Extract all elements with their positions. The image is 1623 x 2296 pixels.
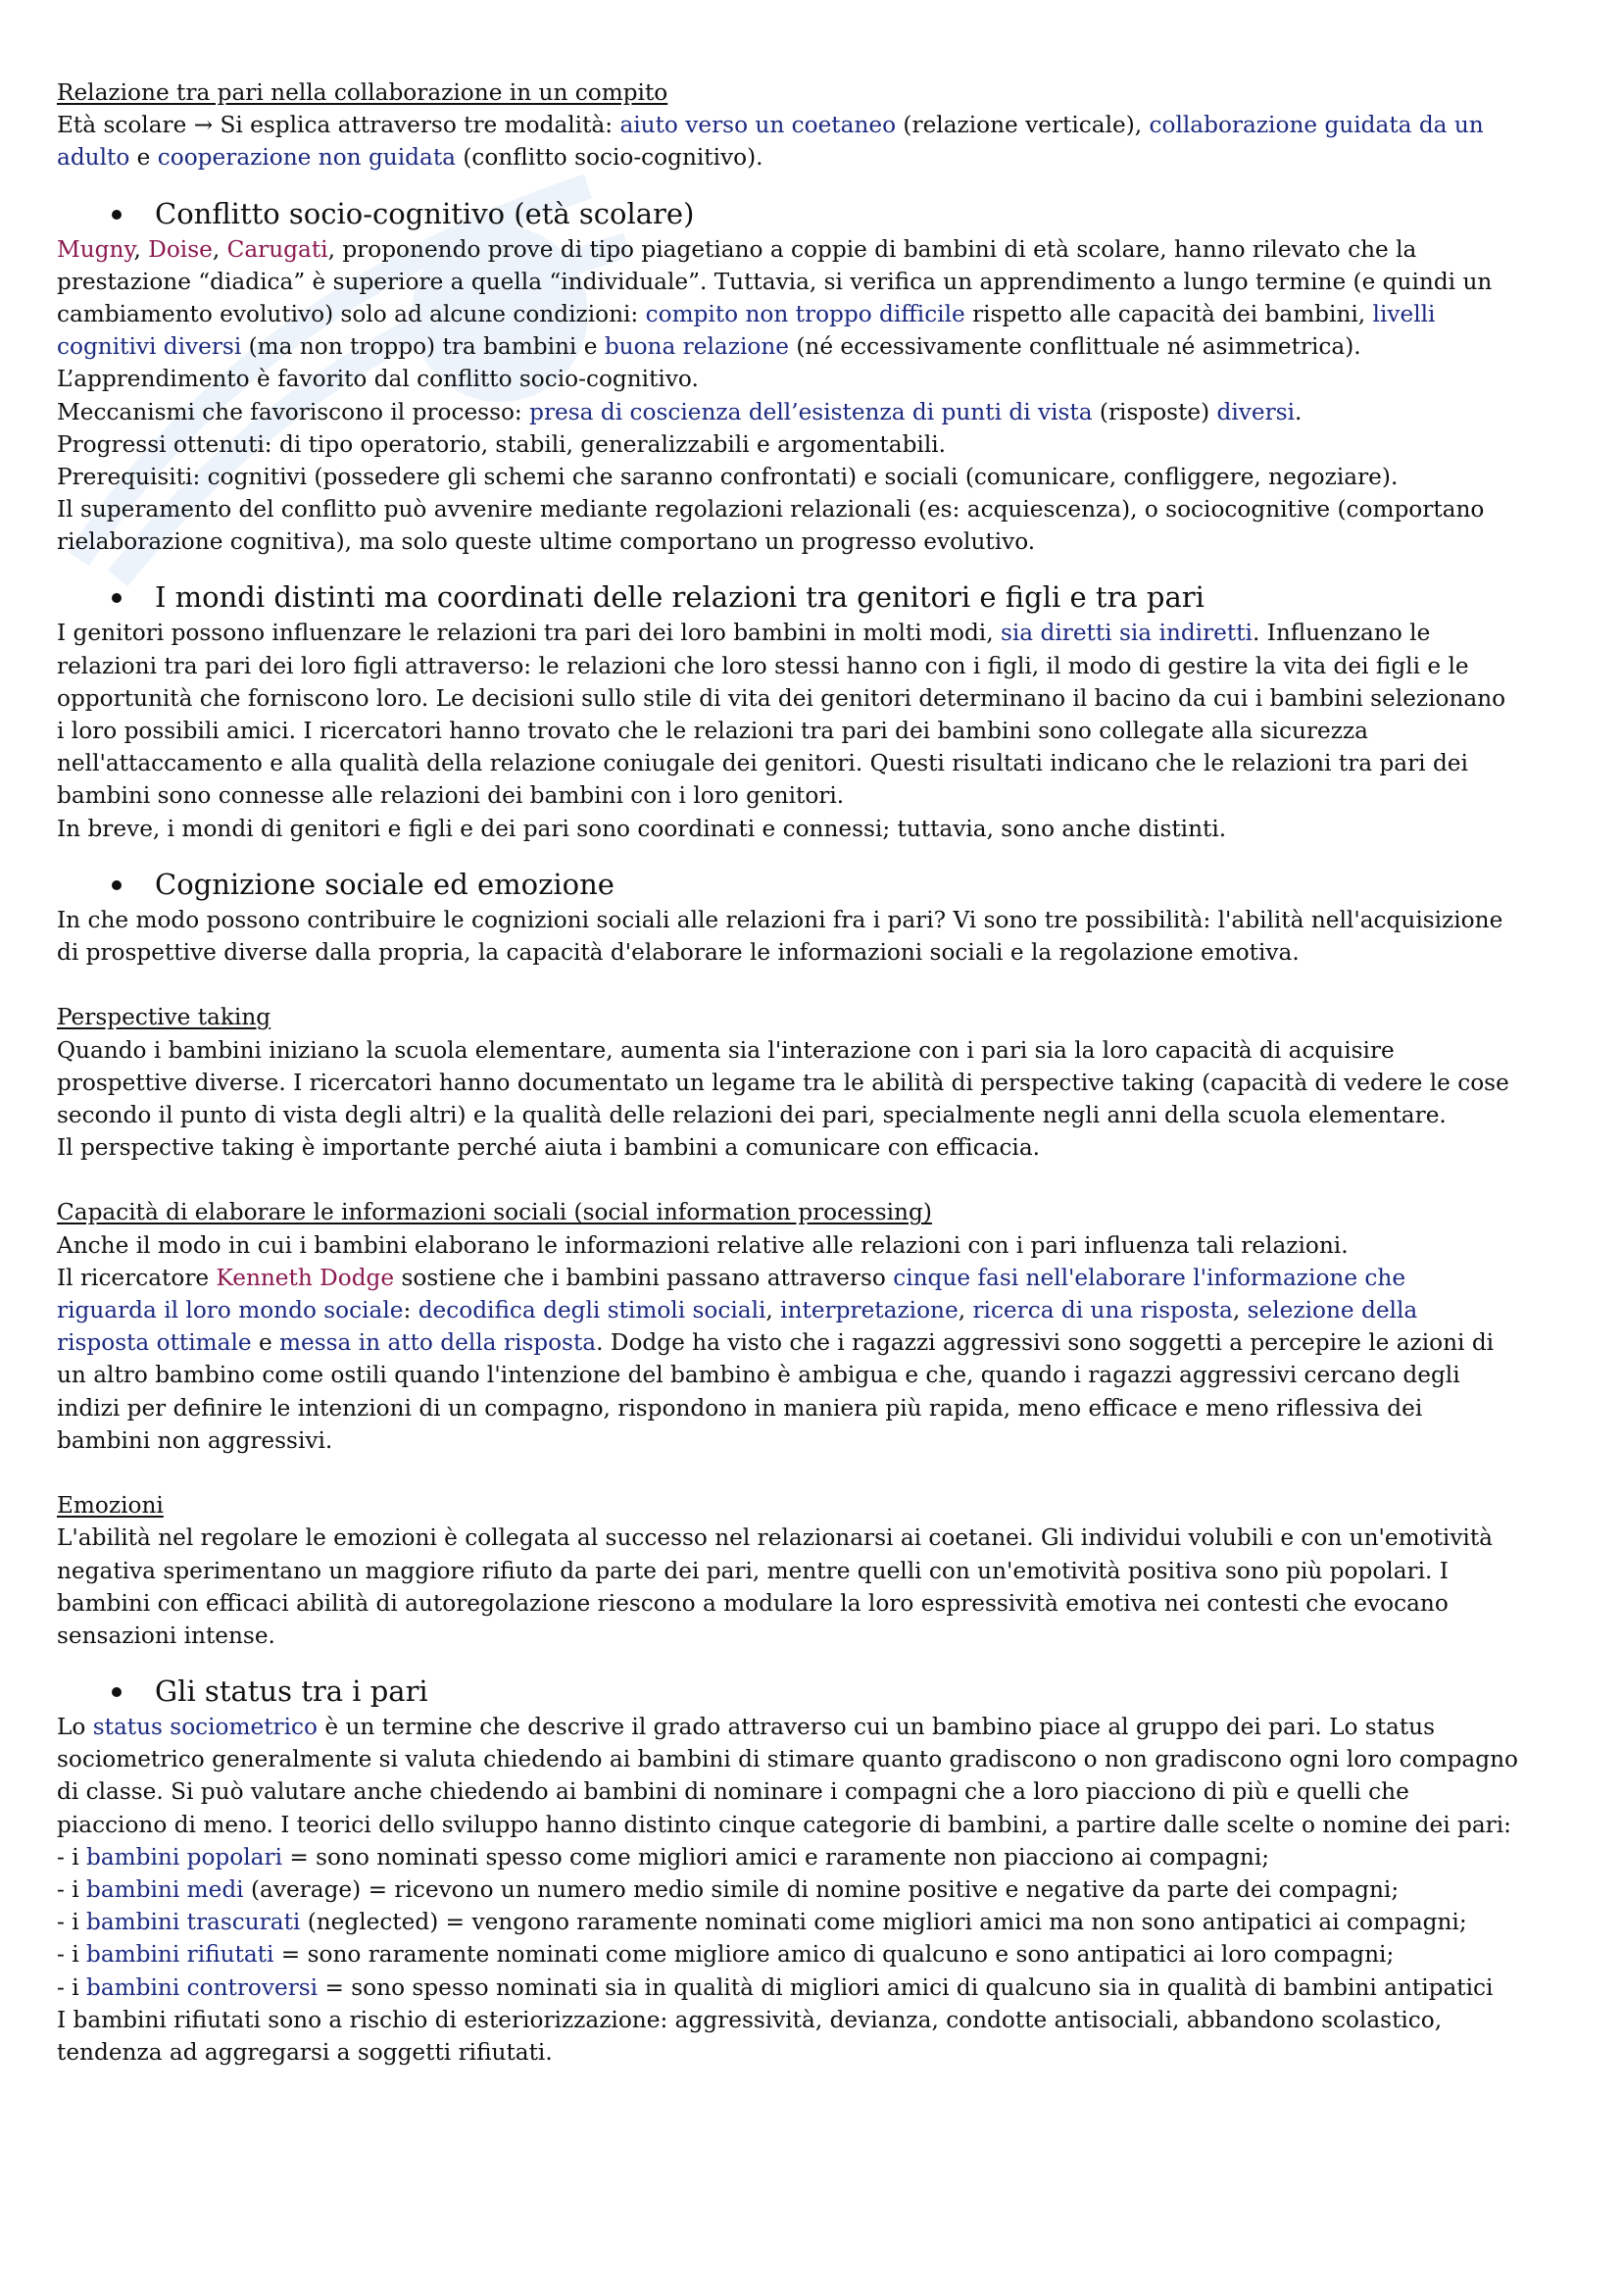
paragraph-line: bambini con efficaci abilità di autoregolazione riescono a modulare la loro espressività emotiva nei contesti che evocano: [57, 1589, 1449, 1617]
list-item: - i bambini medi (average) = ricevono un numero medio simile di nomine positive e negative da parte dei compagni;: [57, 1876, 1400, 1903]
paragraph-line: prospettive diverse. I ricercatori hanno documentato un legame tra le abilità di perspective taking (capacità di vedere le cose: [57, 1069, 1509, 1096]
paragraph-line: In breve, i mondi di genitori e figli e dei pari sono coordinati e connessi; tuttavia, sono anche distinti.: [57, 815, 1227, 842]
paragraph-line: negativa sperimentano un maggiore rifiuto da parte dei pari, mentre quelli con un'emotività positiva sono più popolari. I: [57, 1557, 1449, 1584]
paragraph-line: risposta ottimale e messa in atto della risposta. Dodge ha visto che i ragazzi aggressivi sono soggetti a percepire le azioni di: [57, 1329, 1495, 1357]
paragraph-line: adulto e cooperazione non guidata (conflitto socio-cognitivo).: [57, 144, 763, 172]
bullet-icon: [112, 210, 122, 220]
paragraph-line: sensazioni intense.: [57, 1622, 275, 1649]
bullet-heading-mondi: I mondi distinti ma coordinati delle relazioni tra genitori e figli e tra pari: [57, 577, 1623, 617]
paragraph-line: sociometrico generalmente si valuta chiedendo ai bambini di stimare quanto gradiscono o non gradiscono ogni loro compagno: [57, 1746, 1518, 1773]
section-title-social-info: Capacità di elaborare le informazioni sociali (social information processing): [57, 1199, 932, 1226]
paragraph-line: Il ricercatore Kenneth Dodge sostiene che i bambini passano attraverso cinque fasi nell'elaborare l'informazione che: [57, 1264, 1406, 1291]
paragraph-line: Meccanismi che favoriscono il processo: presa di coscienza dell’esistenza di punti di vista (risposte) diversi.: [57, 398, 1303, 425]
bullet-icon: [112, 593, 122, 603]
paragraph-line: tendenza ad aggregarsi a soggetti rifiutati.: [57, 2038, 553, 2066]
bullet-heading-status: Gli status tra i pari: [57, 1672, 1623, 1711]
paragraph-line: I genitori possono influenzare le relazioni tra pari dei loro bambini in molti modi, sia diretti sia indiretti. Influenzano le: [57, 620, 1431, 647]
paragraph-line: In che modo possono contribuire le cognizioni sociali alle relazioni fra i pari? Vi sono tre possibilità: l'abilità nell'acquisizione: [57, 906, 1503, 933]
bullet-icon: [112, 1687, 122, 1697]
paragraph-line: Il perspective taking è importante perché aiuta i bambini a comunicare con efficacia.: [57, 1134, 1041, 1162]
paragraph-line: indizi per definire le intenzioni di un compagno, rispondono in maniera più rapida, meno efficace e meno riflessiva dei: [57, 1394, 1423, 1422]
paragraph-line: relazioni tra pari dei loro figli attraverso: le relazioni che loro stessi hanno con i figli, il modo di gestire la vita dei figli e le: [57, 652, 1469, 679]
paragraph-line: bambini sono connesse alle relazioni dei bambini con i loro genitori.: [57, 782, 845, 810]
paragraph-line: Mugny, Doise, Carugati, proponendo prove di tipo piagetiano a coppie di bambini di età scolare, hanno rilevato che la: [57, 235, 1417, 263]
paragraph-line: L’apprendimento è favorito dal conflitto socio-cognitivo.: [57, 366, 699, 393]
paragraph-line: prestazione “diadica” è superiore a quella “individuale”. Tuttavia, si verifica un apprendimento a lungo termine (e quindi un: [57, 268, 1493, 295]
paragraph-line: Prerequisiti: cognitivi (possedere gli schemi che saranno confrontati) e sociali (comunicare, confliggere, negoziare).: [57, 463, 1399, 490]
paragraph-line: rielaborazione cognitiva), ma solo queste ultime comportano un progresso evolutivo.: [57, 528, 1036, 556]
paragraph-line: L'abilità nel regolare le emozioni è collegata al successo nel relazionarsi ai coetanei. Gli individui volubili e con un'emotività: [57, 1524, 1493, 1552]
section-title-perspective: Perspective taking: [57, 1004, 271, 1031]
paragraph-line: riguarda il loro mondo sociale: decodifica degli stimoli sociali, interpretazione, ricerca di una risposta, selezione della: [57, 1297, 1418, 1323]
paragraph-line: di prospettive diverse dalla propria, la capacità d'elaborare le informazioni sociali e la regolazione emotiva.: [57, 938, 1300, 966]
list-item: - i bambini trascurati (neglected) = vengono raramente nominati come migliori amici ma non sono antipatici ai compagni;: [57, 1909, 1467, 1936]
paragraph-line: cambiamento evolutivo) solo ad alcune condizioni: compito non troppo difficile rispetto alle capacità dei bambini, livelli: [57, 300, 1436, 327]
paragraph-line: secondo il punto di vista degli altri) e la qualità delle relazioni dei pari, specialmente negli anni della scuola elementare.: [57, 1101, 1447, 1128]
paragraph-line: cognitivi diversi (ma non troppo) tra bambini e buona relazione (né eccessivamente conflittuale né asimmetrica).: [57, 333, 1361, 361]
paragraph-line: piacciono di meno. I teorici dello sviluppo hanno distinto cinque categorie di bambini, a partire dalle scelte o nomine dei pari:: [57, 1811, 1511, 1838]
paragraph-line: Il superamento del conflitto può avvenire mediante regolazioni relazionali (es: acquiescenza), o sociocognitive (comportano: [57, 496, 1485, 524]
bullet-heading-cognizione: Cognizione sociale ed emozione: [57, 865, 1623, 904]
document-page: [57, 76, 1623, 2069]
list-item: - i bambini rifiutati = sono raramente nominati come migliore amico di qualcuno e sono antipatici ai loro compagni;: [57, 1941, 1395, 1969]
section-title-emozioni: Emozioni: [57, 1492, 164, 1520]
paragraph-line: Quando i bambini iniziano la scuola elementare, aumenta sia l'interazione con i pari sia la loro capacità di acquisire: [57, 1036, 1395, 1064]
paragraph-line: opportunità che forniscono loro. Le decisioni sullo stile di vita dei genitori determinano il bacino da cui i bambini selezionano: [57, 684, 1506, 712]
list-item: - i bambini popolari = sono nominati spesso come migliori amici e raramente non piacciono ai compagni;: [57, 1843, 1270, 1871]
paragraph-line: Anche il modo in cui i bambini elaborano le informazioni relative alle relazioni con i pari influenza tali relazioni.: [57, 1231, 1349, 1259]
paragraph-line: nell'attaccamento e alla qualità della relazione coniugale dei genitori. Questi risultati indicano che le relazioni tra pari dei: [57, 750, 1468, 777]
paragraph-line: bambini non aggressivi.: [57, 1426, 333, 1454]
paragraph-line: Lo status sociometrico è un termine che descrive il grado attraverso cui un bambino piace al gruppo dei pari. Lo status: [57, 1714, 1436, 1741]
paragraph-line: di classe. Si può valutare anche chiedendo ai bambini di nominare i compagni che a loro piacciono di più e quelli che: [57, 1778, 1409, 1806]
list-item: - i bambini controversi = sono spesso nominati sia in qualità di migliori amici di qualcuno sia in qualità di bambini antipatici: [57, 1973, 1494, 2001]
bullet-icon: [112, 880, 122, 890]
bullet-heading-conflitto: Conflitto socio-cognitivo (età scolare): [57, 194, 1623, 233]
paragraph-line: Progressi ottenuti: di tipo operatorio, stabili, generalizzabili e argomentabili.: [57, 430, 947, 458]
section-title-relazione: Relazione tra pari nella collaborazione in un compito: [57, 79, 668, 106]
paragraph-line: Età scolare → Si esplica attraverso tre modalità: aiuto verso un coetaneo (relazione verticale), collaborazione guidata da un: [57, 112, 1484, 139]
paragraph-line: i loro possibili amici. I ricercatori hanno trovato che le relazioni tra pari dei bambini sono collegate alla sicurezza: [57, 718, 1368, 744]
paragraph-line: I bambini rifiutati sono a rischio di esteriorizzazione: aggressività, devianza, condotte antisociali, abbandono scolastico,: [57, 2006, 1443, 2033]
paragraph-line: un altro bambino come ostili quando l'intenzione del bambino è ambigua e che, quando i ragazzi aggressivi cercano degli: [57, 1362, 1460, 1389]
